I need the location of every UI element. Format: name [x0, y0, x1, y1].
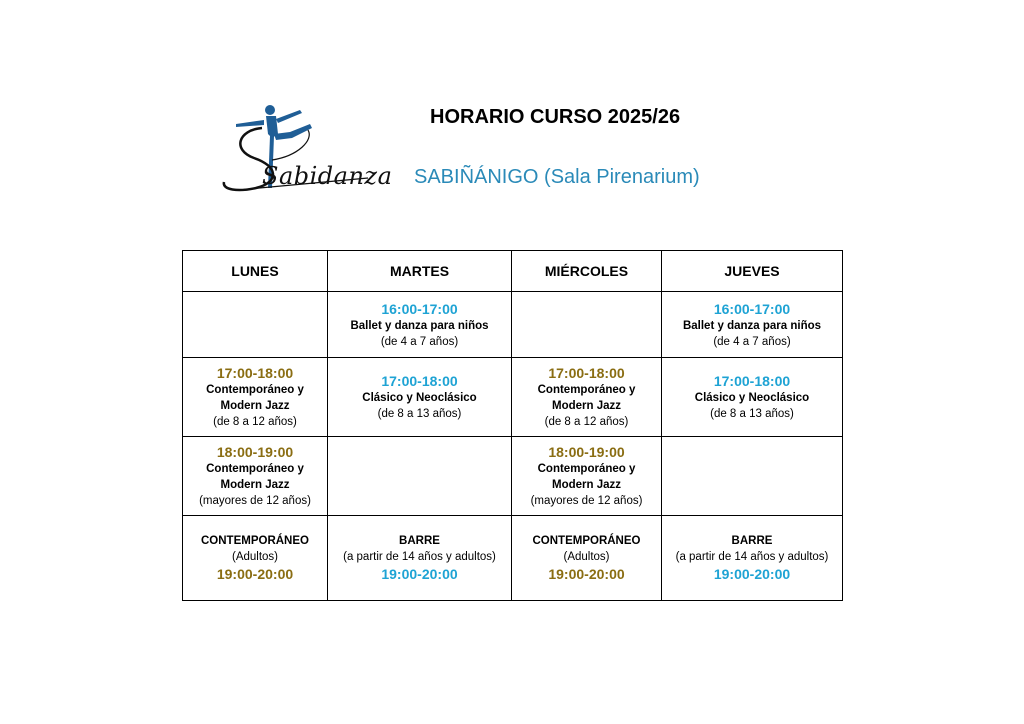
class-name: CONTEMPORÁNEO [532, 535, 641, 547]
empty-cell [512, 292, 662, 358]
class-cell [328, 292, 512, 358]
class-time: 17:00-18:00 [548, 365, 625, 381]
class-time: 16:00-17:00 [381, 300, 458, 317]
day-header: MARTES [328, 251, 512, 292]
class-time: 17:00-18:00 [713, 373, 791, 389]
empty-cell [183, 292, 328, 358]
class-age: (mayores de 12 años) [530, 495, 643, 507]
class-cell [512, 437, 662, 516]
class-name: Contemporáneo y [537, 384, 636, 396]
class-cell [512, 516, 662, 601]
class-name: BARRE [731, 535, 773, 547]
empty-cell [328, 437, 512, 516]
class-age: (Adultos) [563, 551, 610, 563]
class-time: 19:00-20:00 [548, 566, 625, 582]
table-row [183, 437, 843, 516]
class-name: Contemporáneo y [206, 384, 304, 396]
class-cell [183, 358, 328, 437]
page-title: HORARIO CURSO 2025/26 [430, 106, 681, 128]
class-name: BARRE [399, 535, 440, 547]
class-cell [512, 358, 662, 437]
class-name: Contemporáneo y [206, 463, 304, 475]
table-header-row [183, 251, 843, 292]
class-time: 16:00-17:00 [713, 300, 791, 317]
class-cell [662, 358, 843, 437]
class-age: (de 4 a 7 años) [380, 335, 459, 348]
schedule-table [182, 250, 843, 601]
class-name: Modern Jazz [220, 400, 290, 412]
class-time: 17:00-18:00 [216, 365, 294, 381]
class-cell [328, 516, 512, 601]
class-cell [662, 516, 843, 601]
table-row [183, 358, 843, 437]
class-time: 19:00-20:00 [713, 566, 791, 582]
day-header: MIÉRCOLES [512, 251, 662, 292]
class-name: CONTEMPORÁNEO [201, 535, 309, 547]
class-time: 19:00-20:00 [216, 566, 294, 582]
table-row [183, 292, 843, 358]
class-age: (de 8 a 13 años) [710, 408, 794, 420]
logo-wordmark: Sabidanza [262, 162, 393, 190]
class-age: (de 4 a 7 años) [713, 335, 791, 348]
class-cell [328, 358, 512, 437]
class-age: (de 8 a 12 años) [544, 416, 629, 428]
table-row [183, 516, 843, 601]
class-time: 17:00-18:00 [381, 373, 458, 389]
class-age: (mayores de 12 años) [199, 495, 311, 507]
class-age: (de 8 a 13 años) [377, 408, 462, 420]
class-name: Ballet y danza para niños [682, 319, 822, 332]
class-time: 18:00-19:00 [216, 444, 294, 460]
day-header: JUEVES [662, 251, 843, 292]
class-cell [183, 516, 328, 601]
class-cell [662, 292, 843, 358]
class-time: 18:00-19:00 [548, 444, 625, 460]
empty-cell [662, 437, 843, 516]
class-age: (Adultos) [231, 551, 279, 563]
class-name: Modern Jazz [551, 479, 621, 491]
class-time: 19:00-20:00 [381, 566, 458, 582]
class-name: Modern Jazz [551, 400, 621, 412]
class-name: Clásico y Neoclásico [362, 392, 477, 404]
class-age: (a partir de 14 años y adultos) [675, 551, 829, 563]
class-name: Ballet y danza para niños [350, 319, 489, 332]
class-age: (de 8 a 12 años) [213, 416, 297, 428]
class-name: Clásico y Neoclásico [694, 392, 810, 404]
class-name: Modern Jazz [220, 479, 290, 491]
class-name: Contemporáneo y [537, 463, 636, 475]
class-age: (a partir de 14 años y adultos) [343, 551, 496, 563]
class-cell [183, 437, 328, 516]
page-subtitle: SABIÑÁNIGO (Sala Pirenarium) [414, 166, 700, 188]
day-header: LUNES [183, 251, 328, 292]
